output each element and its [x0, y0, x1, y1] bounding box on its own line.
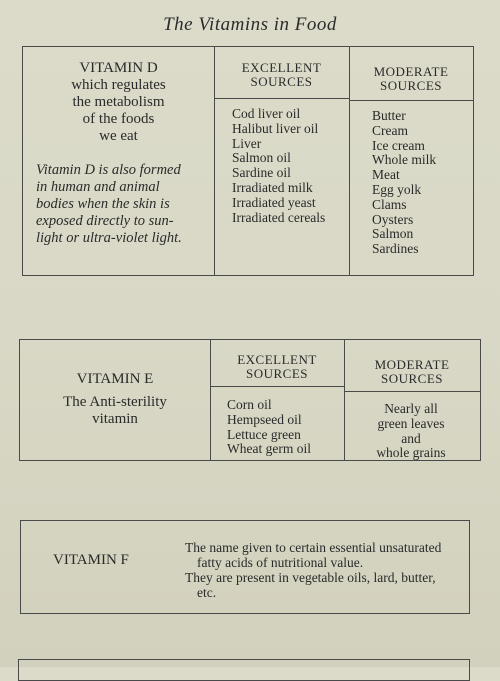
list-item: Irradiated cereals	[232, 209, 326, 225]
header-line: SOURCES	[380, 371, 444, 386]
header-divider	[349, 100, 473, 101]
description-line: The Anti-sterility	[63, 394, 167, 410]
header-divider	[214, 98, 349, 99]
list-item: green leaves	[377, 415, 445, 431]
list-item: whole grains	[376, 445, 446, 461]
list-item: Butter	[372, 108, 406, 123]
list-item: and	[401, 430, 421, 446]
description-line: They are present in vegetable oils, lard, butter,	[185, 570, 436, 585]
note-line: in human and animal	[36, 179, 160, 195]
description-line: etc.	[197, 585, 217, 600]
moderate-sources-header	[344, 358, 480, 386]
excellent-sources-list	[232, 107, 325, 225]
vitamin-d-name-block	[23, 60, 214, 145]
excellent-sources-header	[210, 353, 344, 381]
list-item: Whole milk	[372, 152, 437, 168]
vitamin-f-description	[185, 540, 465, 600]
list-item: Ice cream	[372, 137, 425, 153]
list-item: Sardine oil	[232, 165, 291, 181]
excellent-sources-list	[227, 398, 311, 457]
list-item: Irradiated milk	[232, 179, 313, 195]
list-item: Corn oil	[227, 397, 272, 412]
header-line: EXCELLENT	[237, 352, 317, 367]
moderate-sources-list	[372, 109, 436, 257]
vitamin-f-table	[20, 520, 470, 614]
vitamin-name: VITAMIN F	[53, 552, 129, 568]
vitamin-d-table	[22, 46, 474, 276]
list-item: Cream	[372, 122, 408, 138]
list-item: Cod liver oil	[232, 106, 301, 121]
page-title: The Vitamins in Food	[163, 14, 337, 35]
list-item: Egg yolk	[372, 181, 422, 197]
header-divider	[344, 391, 480, 392]
header-divider	[210, 386, 344, 387]
description-line: of the foods	[82, 111, 155, 127]
description-line: The name given to certain essential unsaturated	[185, 540, 442, 555]
list-item: Hempseed oil	[227, 411, 302, 427]
note-line: light or ultra-violet light.	[36, 230, 182, 246]
list-item: Irradiated yeast	[232, 194, 316, 210]
list-item: Lettuce green	[227, 426, 301, 442]
note-line: Vitamin D is also formed	[36, 162, 181, 178]
list-item: Oysters	[372, 211, 414, 227]
list-item: Nearly all	[384, 401, 438, 416]
excellent-sources-header	[214, 61, 349, 89]
note-line: bodies when the skin is	[36, 196, 170, 212]
list-item: Liver	[232, 135, 262, 151]
list-item: Sardines	[372, 241, 419, 257]
list-item: Salmon oil	[232, 150, 291, 166]
header-line: SOURCES	[250, 74, 313, 89]
list-item: Wheat germ oil	[227, 441, 311, 457]
list-item: Salmon	[372, 226, 414, 242]
vitamin-d-note	[36, 162, 208, 247]
next-table-edge	[18, 659, 470, 681]
header-line: SOURCES	[379, 78, 443, 93]
vitamin-name: VITAMIN D	[79, 60, 158, 76]
description-line: we eat	[99, 128, 138, 144]
note-line: exposed directly to sun-	[36, 213, 174, 229]
list-item: Halibut liver oil	[232, 120, 319, 136]
description-line: which regulates	[71, 77, 166, 93]
vitamin-e-name-block	[20, 371, 210, 428]
description-line: fatty acids of nutritional value.	[197, 555, 364, 570]
description-line: the metabolism	[72, 94, 165, 110]
vitamin-name: VITAMIN E	[76, 371, 154, 387]
header-line: SOURCES	[245, 366, 309, 381]
moderate-sources-list	[366, 402, 456, 461]
header-line: MODERATE	[374, 357, 450, 372]
description-line: vitamin	[92, 411, 138, 427]
vitamin-e-table	[19, 339, 481, 461]
header-line: MODERATE	[373, 64, 449, 79]
header-line: EXCELLENT	[241, 60, 322, 75]
list-item: Meat	[372, 167, 400, 183]
list-item: Clams	[372, 196, 407, 212]
moderate-sources-header	[349, 65, 473, 93]
